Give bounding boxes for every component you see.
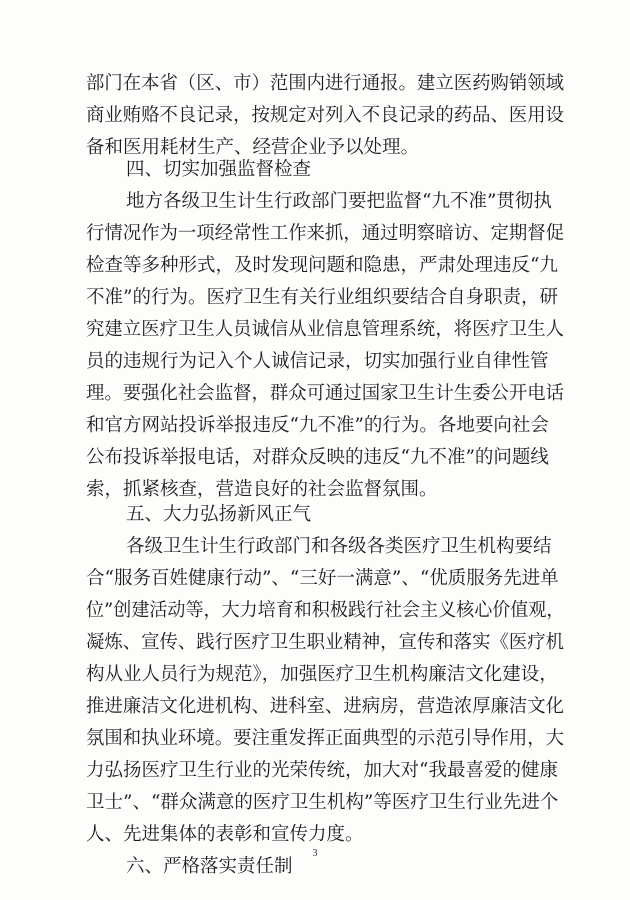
body-text-line: 人、先进集体的表彰和宣传力度。 <box>86 824 364 845</box>
body-text-line: 检查等多种形式，及时发现问题和隐患，严肃处理违反“九 <box>86 255 558 276</box>
body-text-line: 各级卫生计生行政部门和各级各类医疗卫生机构要结 <box>126 536 552 557</box>
body-text-line: 凝炼、宣传、践行医疗卫生职业精神，宣传和落实《医疗机 <box>86 632 565 653</box>
body-text-line: 位”创建活动等，大力培育和积极践行社会主义核心价值观， <box>86 600 565 621</box>
body-text-line: 员的违规行为记入个人诚信记录，切实加强行业自律性管 <box>86 351 549 372</box>
body-text-line: 部门在本省（区、市）范围内进行通报。建立医药购销领域 <box>86 73 565 94</box>
body-text-line: 力弘扬医疗卫生行业的光荣传统，加大对“我最喜爱的健康 <box>86 760 558 781</box>
section-heading: 四、切实加强监督检查 <box>126 159 312 180</box>
section-heading: 六、严格落实责任制 <box>126 856 293 877</box>
body-text-line: 备和医用耗材生产、经营企业予以处理。 <box>86 137 420 158</box>
body-text-line: 索，抓紧核查，营造良好的社会监督氛围。 <box>86 479 438 500</box>
section-heading: 五、大力弘扬新风正气 <box>126 504 312 525</box>
body-text-line: 行情况作为一项经常性工作来抓，通过明察暗访、定期督促 <box>86 223 565 244</box>
body-text-line: 理。要强化社会监督，群众可通过国家卫生计生委公开电话 <box>86 383 565 404</box>
body-text-line: 氛围和执业环境。要注重发挥正面典型的示范引导作用，大 <box>86 728 565 749</box>
page-number: 3 <box>312 848 318 859</box>
body-text-line: 卫士”、“群众满意的医疗卫生机构”等医疗卫生行业先进个 <box>86 792 559 813</box>
body-text-line: 合“服务百姓健康行动”、“三好一满意”、“优质服务先进单 <box>86 568 559 589</box>
body-text-line: 地方各级卫生计生行政部门要把监督“九不准”贯彻执 <box>126 191 552 212</box>
body-text-line: 究建立医疗卫生人员诚信从业信息管理系统，将医疗卫生人 <box>86 319 565 340</box>
body-text-line: 公布投诉举报电话，对群众反映的违反“九不准”的问题线 <box>86 447 549 468</box>
body-text-line: 推进廉洁文化进机构、进科室、进病房，营造浓厚廉洁文化 <box>86 696 565 717</box>
body-text-line: 商业贿赂不良记录，按规定对列入不良记录的药品、医用设 <box>86 105 565 126</box>
body-text-line: 和官方网站投诉举报违反“九不准”的行为。各地要向社会 <box>86 415 549 436</box>
body-text-line: 构从业人员行为规范》，加强医疗卫生机构廉洁文化建设， <box>86 664 558 685</box>
body-text-line: 不准”的行为。医疗卫生有关行业组织要结合自身职责，研 <box>86 287 558 308</box>
